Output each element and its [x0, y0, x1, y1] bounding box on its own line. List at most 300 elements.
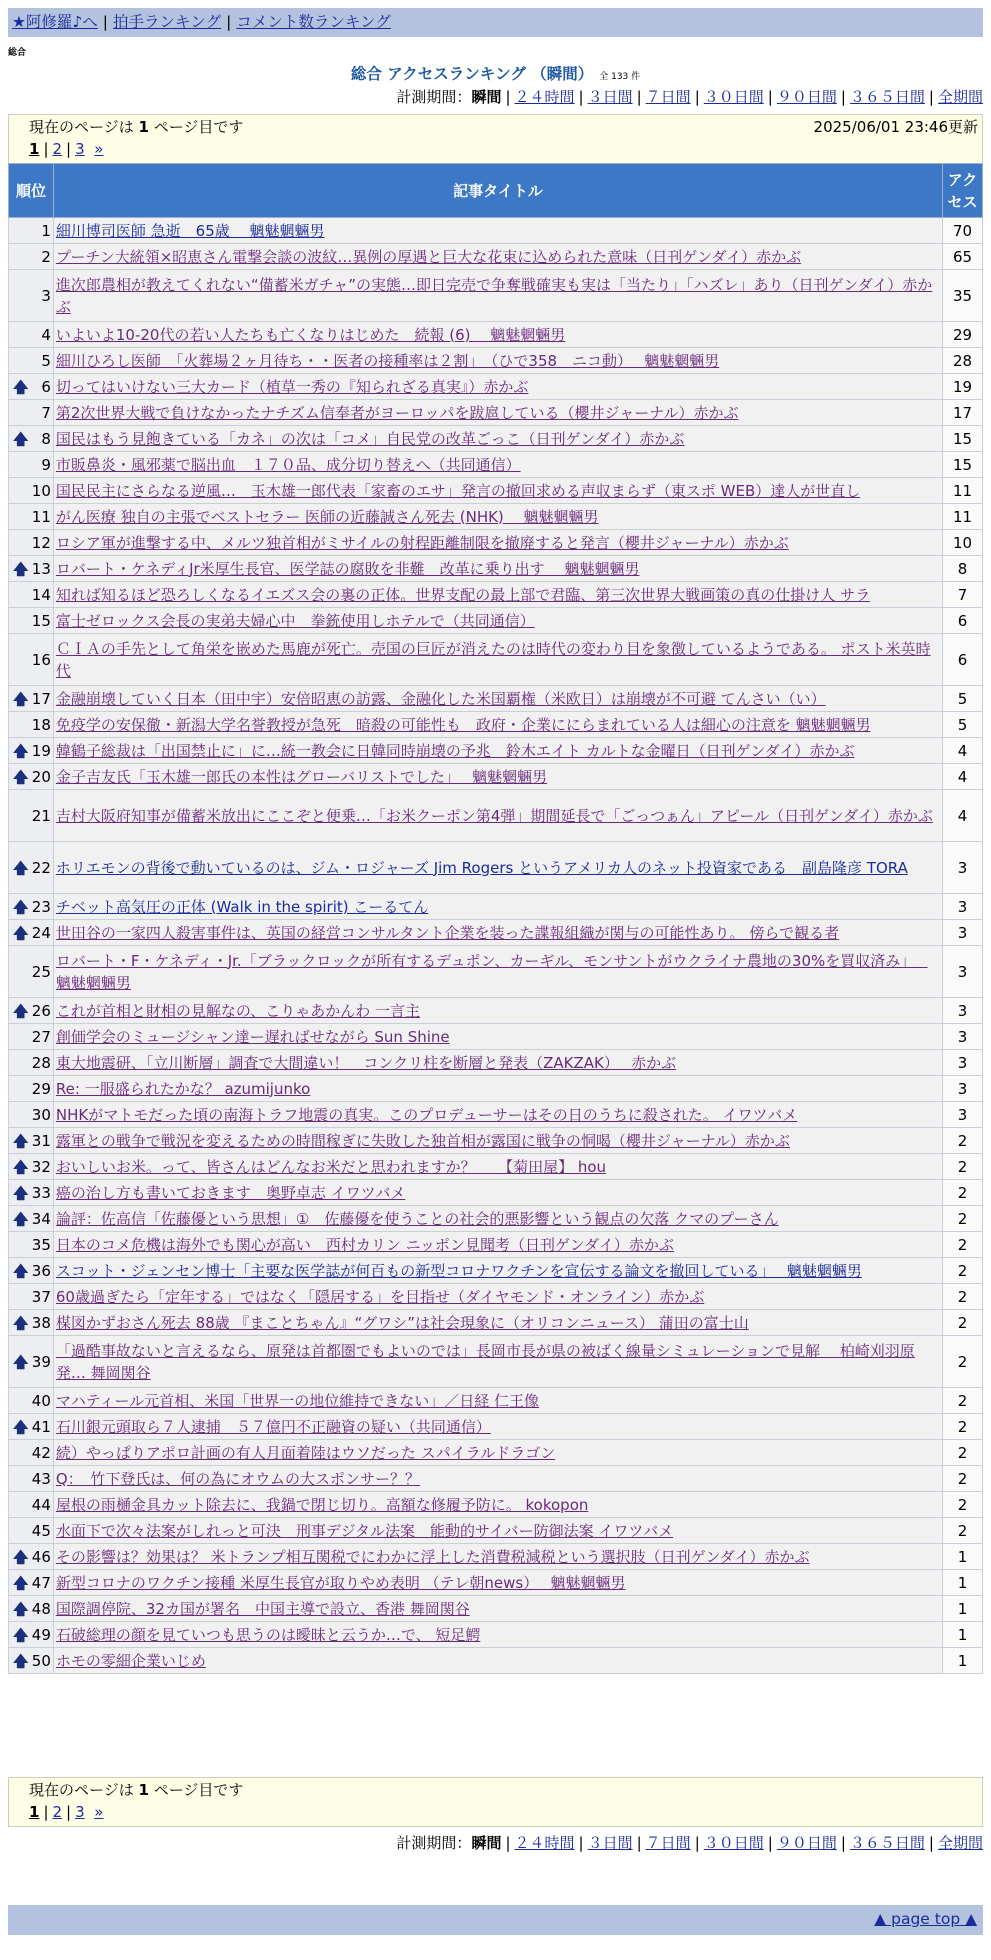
title-cell [53, 426, 942, 452]
table-row [9, 1284, 983, 1310]
rank-number: 10 [31, 481, 51, 500]
table-row [9, 1102, 983, 1128]
article-link[interactable]: 免疫学の安保徹・新潟大学名誉教授が急死 暗殺の可能性も 政府・企業ににらまれている人は細心の注意を 魑魅魍魎男 [55, 715, 871, 734]
article-link[interactable]: 新型コロナのワクチン接種 米厚生長官が取りやめ表明 （テレ朝news） 魑魅魍魎男 [55, 1573, 626, 1592]
title-cell [53, 478, 942, 504]
table-row [9, 1388, 983, 1414]
access-count: 3 [943, 894, 983, 920]
access-count: 2 [943, 1492, 983, 1518]
article-link[interactable]: 細川博司医師 急逝 65歳 魑魅魍魎男 [55, 221, 325, 240]
rank-number: 48 [31, 1599, 51, 1618]
period-separator: | [578, 88, 584, 106]
rank-cell [9, 634, 54, 686]
table-row [9, 322, 983, 348]
title-cell [53, 764, 942, 790]
title-cell [53, 634, 942, 686]
article-link[interactable]: マハティール元首相、米国「世界一の地位維持できない」／日経 仁王像 [55, 1391, 540, 1410]
period-separator: | [636, 88, 642, 106]
page-info-bottom [8, 1777, 983, 1827]
arrow-up-icon: 🡅 [13, 858, 29, 877]
pager-link[interactable]: 3 [75, 140, 85, 158]
arrow-up-icon: 🡅 [13, 1573, 29, 1592]
title-cell [53, 1232, 942, 1258]
rank-cell [9, 1596, 54, 1622]
rank-number: 24 [31, 923, 51, 942]
rank-cell [9, 1544, 54, 1570]
period-link[interactable]: ２４時間 [514, 1834, 575, 1852]
access-count: 3 [943, 1050, 983, 1076]
page-title: 総合 アクセスランキング （瞬間） [350, 65, 594, 83]
article-link[interactable]: いよいよ10-20代の若い人たちも亡くなりはじめた 続報 (6) 魑魅魍魎男 [55, 325, 566, 344]
period-link[interactable]: ７日間 [645, 88, 691, 106]
table-row [9, 608, 983, 634]
rank-number: 2 [41, 247, 51, 266]
article-link[interactable]: その影響は？効果は？ 米トランプ相互関税でにわかに浮上した消費税減税という選択肢（日刊ゲンダイ）赤かぶ [55, 1547, 810, 1566]
access-count: 19 [943, 374, 983, 400]
table-row [9, 244, 983, 270]
arrow-up-icon: 🡅 [13, 767, 29, 786]
article-link[interactable]: ロバート・F・ケネディ・Jr.「ブラックロックが所有するデュポン、カーギル、モンサントがウクライナ農地の30%を買収済み」 魑魅魍魎男 [55, 951, 928, 992]
rank-number: 19 [31, 741, 51, 760]
rank-number: 25 [31, 962, 51, 981]
article-link[interactable]: 石川銀元頭取ら７人逮捕 ５７億円不正融資の疑い（共同通信） [55, 1417, 491, 1436]
title-cell [53, 1076, 942, 1102]
title-cell [53, 1596, 942, 1622]
ranking-table [8, 163, 983, 1674]
article-link[interactable]: 韓鶴子総裁は「出国禁止に」に…統一教会に日韓同時崩壊の予兆 鈴木エイト カルトな金曜日（日刊ゲンダイ）赤かぶ [55, 741, 855, 760]
rank-number: 29 [31, 1079, 51, 1098]
home-link[interactable]: ★阿修羅♪へ [12, 13, 98, 31]
article-link[interactable]: がん医療 独自の主張でベストセラー 医師の近藤誠さん死去 (NHK) 魑魅魍魎男 [55, 507, 599, 526]
table-row [9, 712, 983, 738]
article-link[interactable]: 露軍との戦争で戦況を変えるための時間稼ぎに失敗した独首相が露国に戦争の恫喝（櫻井ジャーナル）赤かぶ [55, 1131, 790, 1150]
nav-separator: | [102, 13, 109, 31]
access-count: 3 [943, 842, 983, 894]
title-cell [53, 1570, 942, 1596]
pager [29, 1801, 982, 1823]
article-link[interactable]: 癌の治し方も書いておきます 奥野卓志 イワツバメ [55, 1183, 406, 1202]
table-row [9, 1648, 983, 1674]
title-cell [53, 582, 942, 608]
page-status-number: 1 [138, 118, 149, 136]
table-row [9, 1076, 983, 1102]
title-cell [53, 946, 942, 998]
article-link[interactable]: Q： 竹下登氏は、何の為にオウムの大スポンサー？？ [55, 1469, 421, 1488]
pager-separator: | [66, 140, 72, 158]
article-link[interactable]: 水面下で次々法案がしれっと可決 刑事デジタル法案 能動的サイバー防御法案 イワツバメ [55, 1521, 674, 1540]
period-link[interactable]: ３日間 [587, 88, 633, 106]
article-link[interactable]: 知れば知るほど恐ろしくなるイエズス会の裏の正体。世界支配の最上部で君臨、第三次世界大戦画策の真の仕掛け人 サラ [55, 585, 871, 604]
access-count: 70 [943, 218, 983, 244]
access-count: 8 [943, 556, 983, 582]
article-link[interactable]: 論評：佐高信「佐藤優という思想」① 佐藤優を使うことの社会的悪影響という観点の欠落 クマのプーさん [55, 1209, 779, 1228]
access-count: 2 [943, 1180, 983, 1206]
article-link[interactable]: 切ってはいけない三大カード（植草一秀の『知られざる真実』）赤かぶ [55, 377, 529, 396]
access-count: 6 [943, 608, 983, 634]
rank-number: 6 [41, 377, 51, 396]
title-cell [53, 1388, 942, 1414]
access-count: 2 [943, 1258, 983, 1284]
title-cell [53, 894, 942, 920]
rank-cell [9, 738, 54, 764]
table-row [9, 1466, 983, 1492]
article-link[interactable]: ホリエモンの背後で動いているのは、ジム・ロジャーズ Jim Rogers というアメリカ人のネット投資家である 副島隆彦 TORA [55, 858, 908, 877]
rank-cell [9, 1284, 54, 1310]
rank-number: 33 [31, 1183, 51, 1202]
pager-link[interactable]: 3 [75, 1803, 85, 1821]
pager-link[interactable]: 2 [52, 140, 63, 158]
rank-number: 9 [41, 455, 51, 474]
rank-number: 12 [31, 533, 51, 552]
pager-next[interactable]: » [94, 1803, 104, 1821]
period-link[interactable]: ９０日間 [776, 88, 837, 106]
rank-cell [9, 348, 54, 374]
rank-cell [9, 1258, 54, 1284]
access-count: 2 [943, 1414, 983, 1440]
access-count: 2 [943, 1336, 983, 1388]
access-count: 29 [943, 322, 983, 348]
page-status-suffix: ページ目です [153, 1781, 244, 1799]
article-link[interactable]: 石破総理の顔を見ていつも思うのは曖昧と云うか…で、 短足鰐 [55, 1625, 481, 1644]
arrow-up-icon: 🡅 [13, 559, 29, 578]
table-row [9, 348, 983, 374]
rank-number: 4 [41, 325, 51, 344]
table-row [9, 1258, 983, 1284]
table-row [9, 1050, 983, 1076]
title-cell [53, 348, 942, 374]
rank-number: 16 [31, 650, 51, 669]
article-link[interactable]: ロシア軍が進撃する中、メルツ独首相がミサイルの射程距離制限を撤廃すると発言（櫻井ジャーナル）赤かぶ [55, 533, 789, 552]
table-row [9, 842, 983, 894]
title-cell [53, 504, 942, 530]
title-cell [53, 1440, 942, 1466]
rank-number: 32 [31, 1157, 51, 1176]
table-row [9, 686, 983, 712]
title-cell [53, 322, 942, 348]
pager-link[interactable]: 2 [52, 1803, 63, 1821]
table-row [9, 1336, 983, 1388]
page-top-link[interactable]: ▲ page top ▲ [874, 1910, 977, 1928]
rank-cell [9, 842, 54, 894]
period-link[interactable]: ７日間 [645, 1834, 691, 1852]
rank-number: 50 [31, 1651, 51, 1670]
arrow-up-icon: 🡅 [13, 741, 29, 760]
access-count: 1 [943, 1596, 983, 1622]
article-link[interactable]: 日本のコメ危機は海外でも関心が高い 西村カリン ニッポン見聞考（日刊ゲンダイ）赤かぶ [55, 1235, 674, 1254]
title-cell [53, 244, 942, 270]
article-link[interactable]: 吉村大阪府知事が備蓄米放出にここぞと便乗…「お米クーポン第4弾」期間延長で「ごっつぁん」アピール（日刊ゲンダイ）赤かぶ [55, 806, 933, 825]
period-link[interactable]: ３０日間 [703, 88, 764, 106]
col-rank-header: 順位 [9, 164, 54, 218]
clap-ranking-link[interactable]: 拍手ランキング [113, 13, 222, 31]
rank-number: 49 [31, 1625, 51, 1644]
title-cell [53, 374, 942, 400]
comment-ranking-link[interactable]: コメント数ランキング [236, 13, 391, 31]
title-cell [53, 1102, 942, 1128]
period-label: 計測期間： [396, 1834, 472, 1852]
rank-number: 28 [31, 1053, 51, 1072]
table-row [9, 556, 983, 582]
title-cell [53, 1466, 942, 1492]
access-count: 28 [943, 348, 983, 374]
access-count: 1 [943, 1570, 983, 1596]
article-link[interactable]: ロバート・ケネディJr米厚生長官、医学誌の腐敗を非難 改革に乗り出す 魑魅魍魎男 [55, 559, 640, 578]
period-current: 瞬間 [471, 1834, 502, 1852]
table-row [9, 1544, 983, 1570]
period-link[interactable]: 全期間 [937, 88, 983, 106]
period-separator: | [505, 88, 511, 106]
rank-cell [9, 1128, 54, 1154]
period-separator: | [578, 1834, 584, 1852]
period-link[interactable]: 全期間 [937, 1834, 983, 1852]
article-link[interactable]: おいしいお米。って、皆さんはどんなお米だと思われますか？ 【菊田屋】 hou [55, 1157, 607, 1176]
table-row [9, 894, 983, 920]
rank-number: 30 [31, 1105, 51, 1124]
article-link[interactable]: 東大地震研、「立川断層」調査で大間違い！ コンクリ柱を断層と発表（ZAKZAK） 赤かぶ [55, 1053, 677, 1072]
arrow-up-icon: 🡅 [13, 1417, 29, 1436]
title-cell [53, 1518, 942, 1544]
pager-current: 1 [29, 1803, 40, 1821]
access-count: 2 [943, 1232, 983, 1258]
rank-number: 27 [31, 1027, 51, 1046]
rank-number: 15 [31, 611, 51, 630]
table-row [9, 452, 983, 478]
access-count: 10 [943, 530, 983, 556]
rank-number: 43 [31, 1469, 51, 1488]
table-row [9, 1180, 983, 1206]
period-separator: | [505, 1834, 511, 1852]
total-count: 全 133 件 [599, 72, 641, 82]
table-row [9, 998, 983, 1024]
title-cell [53, 1648, 942, 1674]
rank-cell [9, 582, 54, 608]
rank-cell [9, 1310, 54, 1336]
article-link[interactable]: 屋根の雨樋金具カット除去に、我鍋で閉じ切り。高額な修履予防に。 kokopon [55, 1495, 589, 1514]
arrow-up-icon: 🡅 [13, 1131, 29, 1150]
title-cell [53, 1622, 942, 1648]
title-cell [53, 738, 942, 764]
period-selector-bottom [396, 1833, 983, 1853]
rank-cell [9, 1518, 54, 1544]
access-count: 7 [943, 582, 983, 608]
period-link[interactable]: ３６５日間 [849, 1834, 925, 1852]
table-row [9, 790, 983, 842]
nav-separator: | [226, 13, 232, 31]
rank-cell [9, 894, 54, 920]
rank-cell [9, 478, 54, 504]
period-current: 瞬間 [471, 88, 502, 106]
arrow-up-icon: 🡅 [13, 377, 29, 396]
title-cell [53, 1310, 942, 1336]
access-count: 1 [943, 1648, 983, 1674]
article-link[interactable]: プーチン大統領×昭恵さん電撃会談の波紋…異例の厚遇と巨大な花束に込められた意味（日刊ゲンダイ）赤かぶ [55, 247, 802, 266]
rank-cell [9, 1076, 54, 1102]
title-cell [53, 608, 942, 634]
title-cell [53, 270, 942, 322]
rank-cell [9, 1206, 54, 1232]
period-link[interactable]: ９０日間 [776, 1834, 837, 1852]
access-count: 1 [943, 1622, 983, 1648]
article-link[interactable]: スコット・ジェンセン博士「主要な医学誌が何百もの新型コロナワクチンを宣伝する論文を撤回している」 魑魅魍魎男 [55, 1261, 862, 1280]
title-cell [53, 686, 942, 712]
access-count: 3 [943, 920, 983, 946]
table-row [9, 1414, 983, 1440]
title-cell [53, 1206, 942, 1232]
access-count: 5 [943, 686, 983, 712]
rank-number: 39 [31, 1352, 51, 1371]
arrow-up-icon: 🡅 [13, 1313, 29, 1332]
col-title-header: 記事タイトル [53, 164, 942, 218]
article-link[interactable]: 国民民主にさらなる逆風… 玉木雄一郎代表「家畜のエサ」発言の撤回求める声収まらず（東スポ WEB）達人が世直し [55, 481, 861, 500]
rank-cell [9, 712, 54, 738]
period-link[interactable]: ３０日間 [703, 1834, 764, 1852]
rank-number: 5 [41, 351, 51, 370]
rank-number: 35 [31, 1235, 51, 1254]
table-row [9, 738, 983, 764]
table-row [9, 270, 983, 322]
table-row [9, 400, 983, 426]
access-count: 1 [943, 1544, 983, 1570]
title-cell [53, 712, 942, 738]
table-row [9, 1492, 983, 1518]
page-status [29, 1779, 982, 1801]
rank-number: 8 [41, 429, 51, 448]
table-row [9, 1128, 983, 1154]
rank-cell [9, 764, 54, 790]
page-info-top [8, 114, 983, 164]
period-selector-top [396, 87, 983, 107]
period-link[interactable]: ２４時間 [514, 88, 575, 106]
article-link[interactable]: Re: 一服盛られたかな？ azumijunko [55, 1079, 311, 1098]
rank-cell [9, 374, 54, 400]
article-link[interactable]: 富士ゼロックス会長の実弟夫婦心中 拳銃使用しホテルで（共同通信） [55, 611, 535, 630]
title-cell [53, 1336, 942, 1388]
rank-cell [9, 1050, 54, 1076]
rank-number: 40 [31, 1391, 51, 1410]
article-link[interactable]: 続）やっぱりアポロ計画の有人月面着陸はウソだった スパイラルドラゴン [55, 1443, 556, 1462]
rank-cell [9, 426, 54, 452]
article-link[interactable]: チベット高気圧の正体 (Walk in the spirit) こーるてん [55, 897, 429, 916]
period-separator: | [928, 88, 934, 106]
article-link[interactable]: 楳図かずおさん死去 88歳 『まことちゃん』“グワシ”は社会現象に（オリコンニュース） 蒲田の富士山 [55, 1313, 749, 1332]
rank-cell [9, 946, 54, 998]
pager-next[interactable]: » [94, 140, 104, 158]
access-count: 15 [943, 426, 983, 452]
rank-cell [9, 1388, 54, 1414]
article-link[interactable]: 国民はもう見飽きている「カネ」の次は「コメ」自民党の改革ごっこ（日刊ゲンダイ）赤かぶ [55, 429, 685, 448]
bottom-bar [8, 1905, 983, 1935]
article-link[interactable]: NHKがマトモだった頃の南海トラフ地震の真実。このプロデューサーはその日のうちに殺された。 イワツバメ [55, 1105, 798, 1124]
article-link[interactable]: 「過酷事故ないと言えるなら、原発は首都圏でもよいのでは」長岡市長が県の被ばく線量シミュレーションで見解 柏崎刈羽原発… 舞岡関谷 [55, 1341, 915, 1382]
access-count: 4 [943, 764, 983, 790]
table-row [9, 504, 983, 530]
title-cell [53, 920, 942, 946]
article-link[interactable]: 国際調停院、32カ国が署名 中国主導で設立、香港 舞岡関谷 [55, 1599, 470, 1618]
access-count: 4 [943, 790, 983, 842]
rank-number: 26 [31, 1001, 51, 1020]
arrow-up-icon: 🡅 [13, 1209, 29, 1228]
article-link[interactable]: 市販鼻炎・風邪薬で脳出血 １７０品、成分切り替えへ（共同通信） [55, 455, 521, 474]
rank-number: 13 [31, 559, 51, 578]
article-link[interactable]: 60歳過ぎたら「定年する」ではなく「隠居する」を目指せ（ダイヤモンド・オンライン）赤かぶ [55, 1287, 705, 1306]
article-link[interactable]: 世田谷の一家四人殺害事件は、英国の経営コンサルタント企業を装った諜報組織が関与の可能性あり。 傍らで観る者 [55, 923, 840, 942]
title-cell [53, 218, 942, 244]
access-count: 2 [943, 1154, 983, 1180]
table-row [9, 1154, 983, 1180]
article-link[interactable]: 細川ひろし医師 「火葬場２ヶ月待ち・・医者の接種率は２割」 （ひで358 ニコ動） 魑魅魍魎男 [55, 351, 720, 370]
arrow-up-icon: 🡅 [13, 1651, 29, 1670]
article-link[interactable]: 第2次世界大戦で負けなかったナチズム信奉者がヨーロッパを跋扈している（櫻井ジャーナル）赤かぶ [55, 403, 739, 422]
access-count: 65 [943, 244, 983, 270]
arrow-up-icon: 🡅 [13, 923, 29, 942]
rank-cell [9, 1336, 54, 1388]
period-separator: | [694, 1834, 700, 1852]
title-cell [53, 998, 942, 1024]
title-cell [53, 1544, 942, 1570]
rank-cell [9, 1232, 54, 1258]
period-link[interactable]: ３日間 [587, 1834, 633, 1852]
article-link[interactable]: 創価学会のミュージシャン達ー遅ればせながら Sun Shine [55, 1027, 450, 1046]
rank-number: 3 [41, 286, 51, 305]
table-row [9, 530, 983, 556]
article-link[interactable]: 金子吉友氏「玉木雄一郎氏の本性はグローバリストでした」 魑魅魍魎男 [55, 767, 548, 786]
article-link[interactable]: ホモの零細企業いじめ [55, 1651, 206, 1670]
access-count: 3 [943, 946, 983, 998]
rank-number: 46 [31, 1547, 51, 1566]
rank-cell [9, 1622, 54, 1648]
category-label: 総合 [8, 48, 27, 58]
table-row [9, 1024, 983, 1050]
rank-cell [9, 556, 54, 582]
rank-cell [9, 608, 54, 634]
access-count: 2 [943, 1128, 983, 1154]
article-link[interactable]: 進次郎農相が教えてくれない“備蓄米ガチャ”の実態…即日完売で争奪戦確実も実は「当たり」「ハズレ」あり（日刊ゲンダイ）赤かぶ [55, 275, 933, 316]
table-row [9, 946, 983, 998]
article-link[interactable]: 金融崩壊していく日本（田中宇）安倍昭恵の訪露、金融化した米国覇権（米欧日）は崩壊が不可避 てんさい（い） [55, 689, 826, 708]
period-link[interactable]: ３６５日間 [849, 88, 925, 106]
title-cell [53, 1128, 942, 1154]
arrow-up-icon: 🡅 [13, 1625, 29, 1644]
table-row [9, 1206, 983, 1232]
article-link[interactable]: ＣＩＡの手先として角栄を嵌めた馬鹿が死亡。売国の巨匠が消えたのは時代の変わり目を象徴しているようである。 ポスト米英時代 [55, 639, 931, 680]
table-row [9, 1232, 983, 1258]
arrow-up-icon: 🡅 [13, 1599, 29, 1618]
access-count: 3 [943, 1024, 983, 1050]
access-count: 35 [943, 270, 983, 322]
rank-cell [9, 1648, 54, 1674]
table-row [9, 1518, 983, 1544]
rank-cell [9, 1024, 54, 1050]
period-separator: | [767, 88, 773, 106]
arrow-up-icon: 🡅 [13, 1001, 29, 1020]
rank-cell [9, 400, 54, 426]
pager-separator: | [43, 1803, 49, 1821]
page-status-prefix: 現在のページは [29, 1781, 134, 1799]
rank-cell [9, 1570, 54, 1596]
rank-number: 31 [31, 1131, 51, 1150]
top-nav-bar [8, 8, 983, 37]
article-link[interactable]: これが首相と財相の見解なの、こりゃあかんわ 一言主 [55, 1001, 421, 1020]
period-separator: | [928, 1834, 934, 1852]
pager-current: 1 [29, 140, 40, 158]
table-row [9, 1596, 983, 1622]
access-count: 6 [943, 634, 983, 686]
rank-number: 7 [41, 403, 51, 422]
period-separator: | [767, 1834, 773, 1852]
rank-number: 47 [31, 1573, 51, 1592]
rank-cell [9, 504, 54, 530]
period-label: 計測期間： [396, 88, 472, 106]
